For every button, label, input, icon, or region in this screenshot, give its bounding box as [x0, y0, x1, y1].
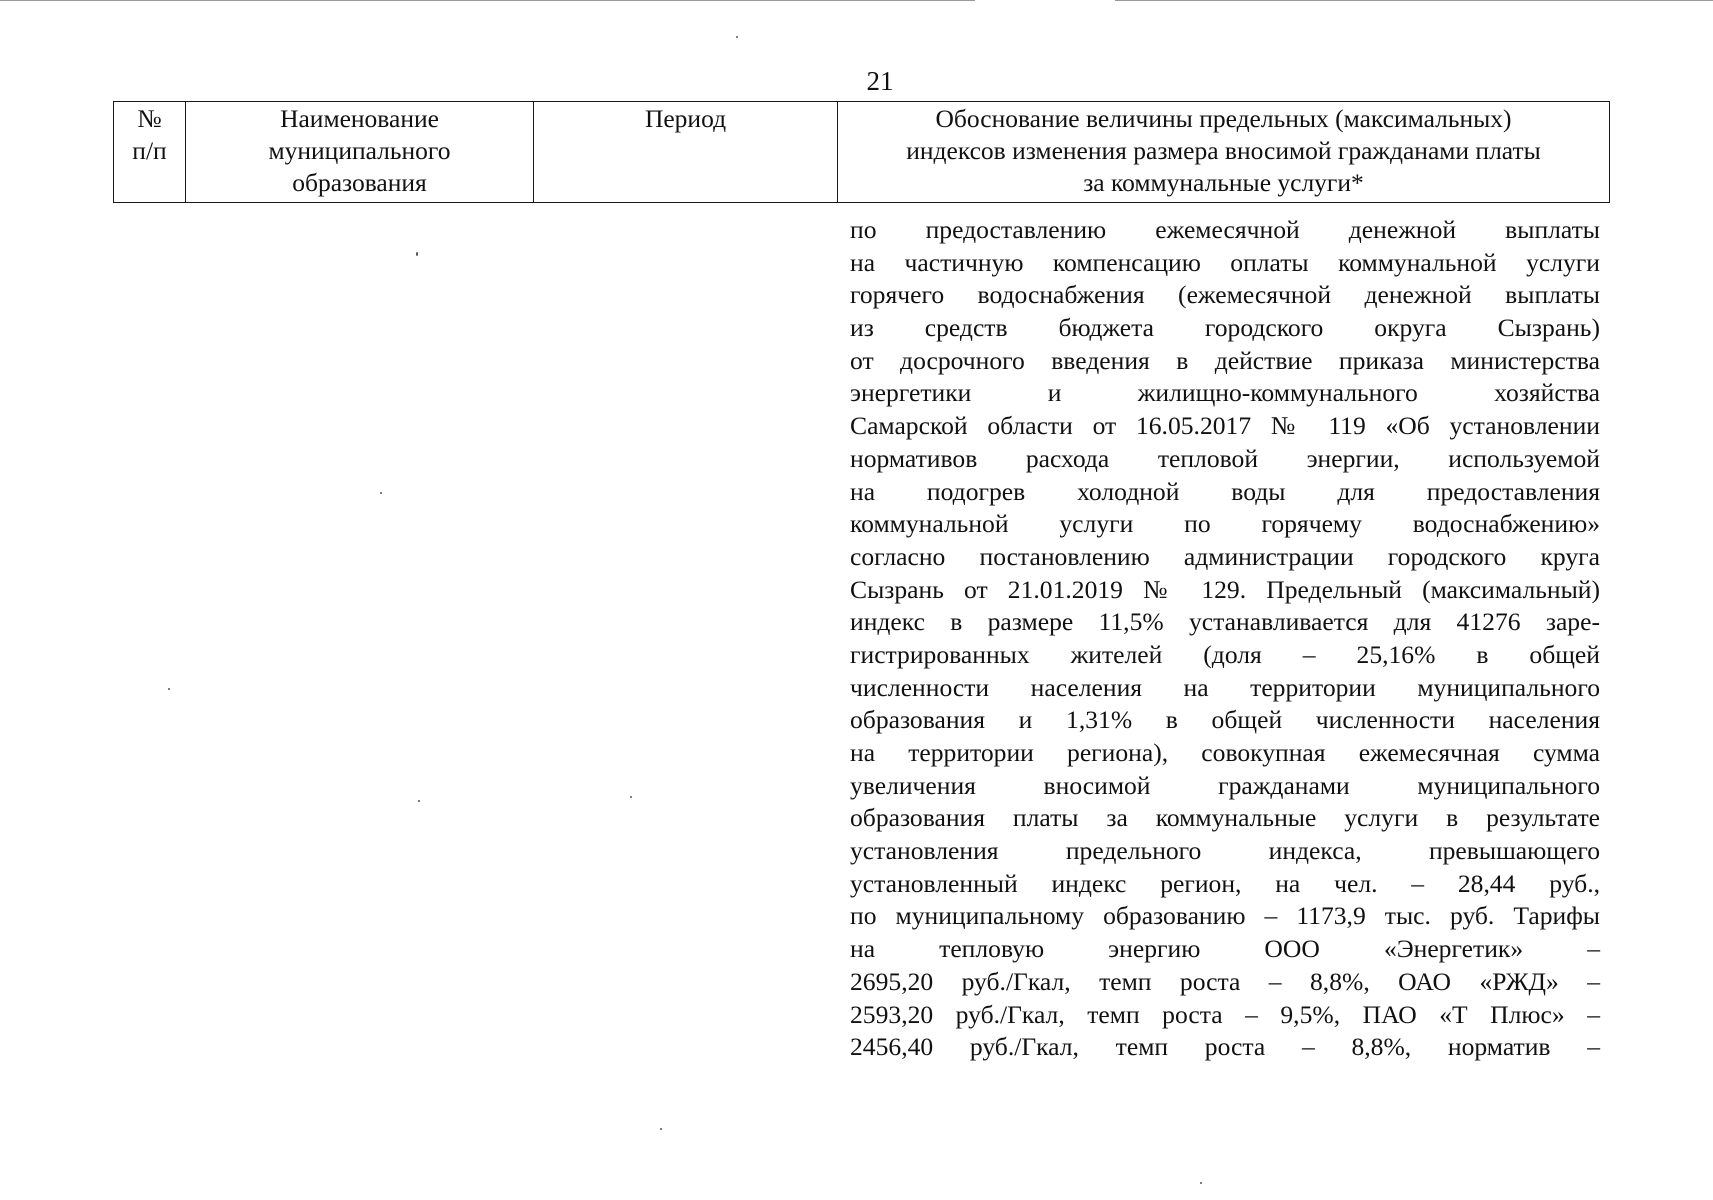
text-line: по предоставлению ежемесячной денежной выплаты — [850, 215, 1600, 244]
text-line: индекс в размере 11,5% устанавливается для 41276 заре- — [850, 607, 1600, 637]
text-line: образования и 1,31% в общей численности населения — [850, 705, 1600, 735]
text-line: численности населения на территории муниципального — [850, 672, 1600, 702]
table-header — [113, 101, 1610, 203]
text-line: установленный индекс регион, на чел. – 28,44 руб., — [850, 868, 1600, 898]
scan-speck — [418, 800, 420, 802]
scan-top-edge-left — [0, 0, 975, 1]
text-line: установления предельного индекса, превышающего — [850, 836, 1600, 866]
justification-text — [850, 214, 1600, 1064]
text-line: 2593,20 руб./Гкал, темп роста – 9,5%, ПАО «Т Плюс» – — [850, 999, 1600, 1029]
text-line: по муниципальному образованию – 1173,9 тыс. руб. Тарифы — [850, 901, 1600, 931]
text-line: Самарской области от 16.05.2017 № 119 «Об установлении — [850, 411, 1600, 441]
scan-speck — [168, 688, 170, 690]
text-line: нормативов расхода тепловой энергии, используемой — [850, 443, 1600, 473]
text-line: Сызрань от 21.01.2019 № 129. Предельный (максимальный) — [850, 574, 1600, 604]
text-line: образования платы за коммунальные услуги в результате — [850, 803, 1600, 833]
header-cell-municipality: Наименование муниципального образования — [186, 102, 534, 203]
text-line: из средств бюджета городского округа Сызрань) — [850, 313, 1600, 343]
text-line: коммунальной услуги по горячему водоснабжению» — [850, 509, 1600, 539]
text-line: гистрированных жителей (доля – 25,16% в общей — [850, 639, 1600, 669]
text-line: 2695,20 руб./Гкал, темп роста – 8,8%, ОАО «РЖД» – — [850, 966, 1600, 996]
page-number: 21 — [866, 66, 894, 96]
text-line: энергетики и жилищно-коммунального хозяйства — [850, 378, 1600, 408]
text-line: от досрочного введения в действие приказа министерства — [850, 345, 1600, 375]
text-line: на тепловую энергию ООО «Энергетик» – — [850, 934, 1600, 964]
text-line: согласно постановлению администрации городского круга — [850, 541, 1600, 571]
scan-top-edge-right — [1115, 0, 1713, 1]
text-line: на территории региона), совокупная ежемесячная сумма — [850, 738, 1600, 767]
scan-speck — [736, 36, 738, 38]
scan-speck — [416, 252, 418, 256]
text-line: на подогрев холодной воды для предоставления — [850, 476, 1600, 506]
text-line: горячего водоснабжения (ежемесячной денежной выплаты — [850, 280, 1600, 310]
header-cell-justification: Обоснование величины предельных (максимальных) индексов изменения размера вносимой гражданами платы за коммунальные услуги* — [838, 102, 1610, 203]
header-cell-period: Период — [534, 102, 838, 203]
text-line: увеличения вносимой гражданами муниципального — [850, 770, 1600, 800]
scan-speck — [1200, 1182, 1202, 1184]
scan-speck — [380, 492, 382, 494]
text-line: 2456,40 руб./Гкал, темп роста – 8,8%, норматив – — [850, 1032, 1600, 1062]
scan-speck — [630, 796, 632, 798]
text-line: на частичную компенсацию оплаты коммунальной услуги — [850, 247, 1600, 277]
header-cell-number: № п/п — [114, 102, 186, 203]
scan-speck — [660, 1128, 662, 1130]
table-header-row — [114, 102, 1610, 203]
